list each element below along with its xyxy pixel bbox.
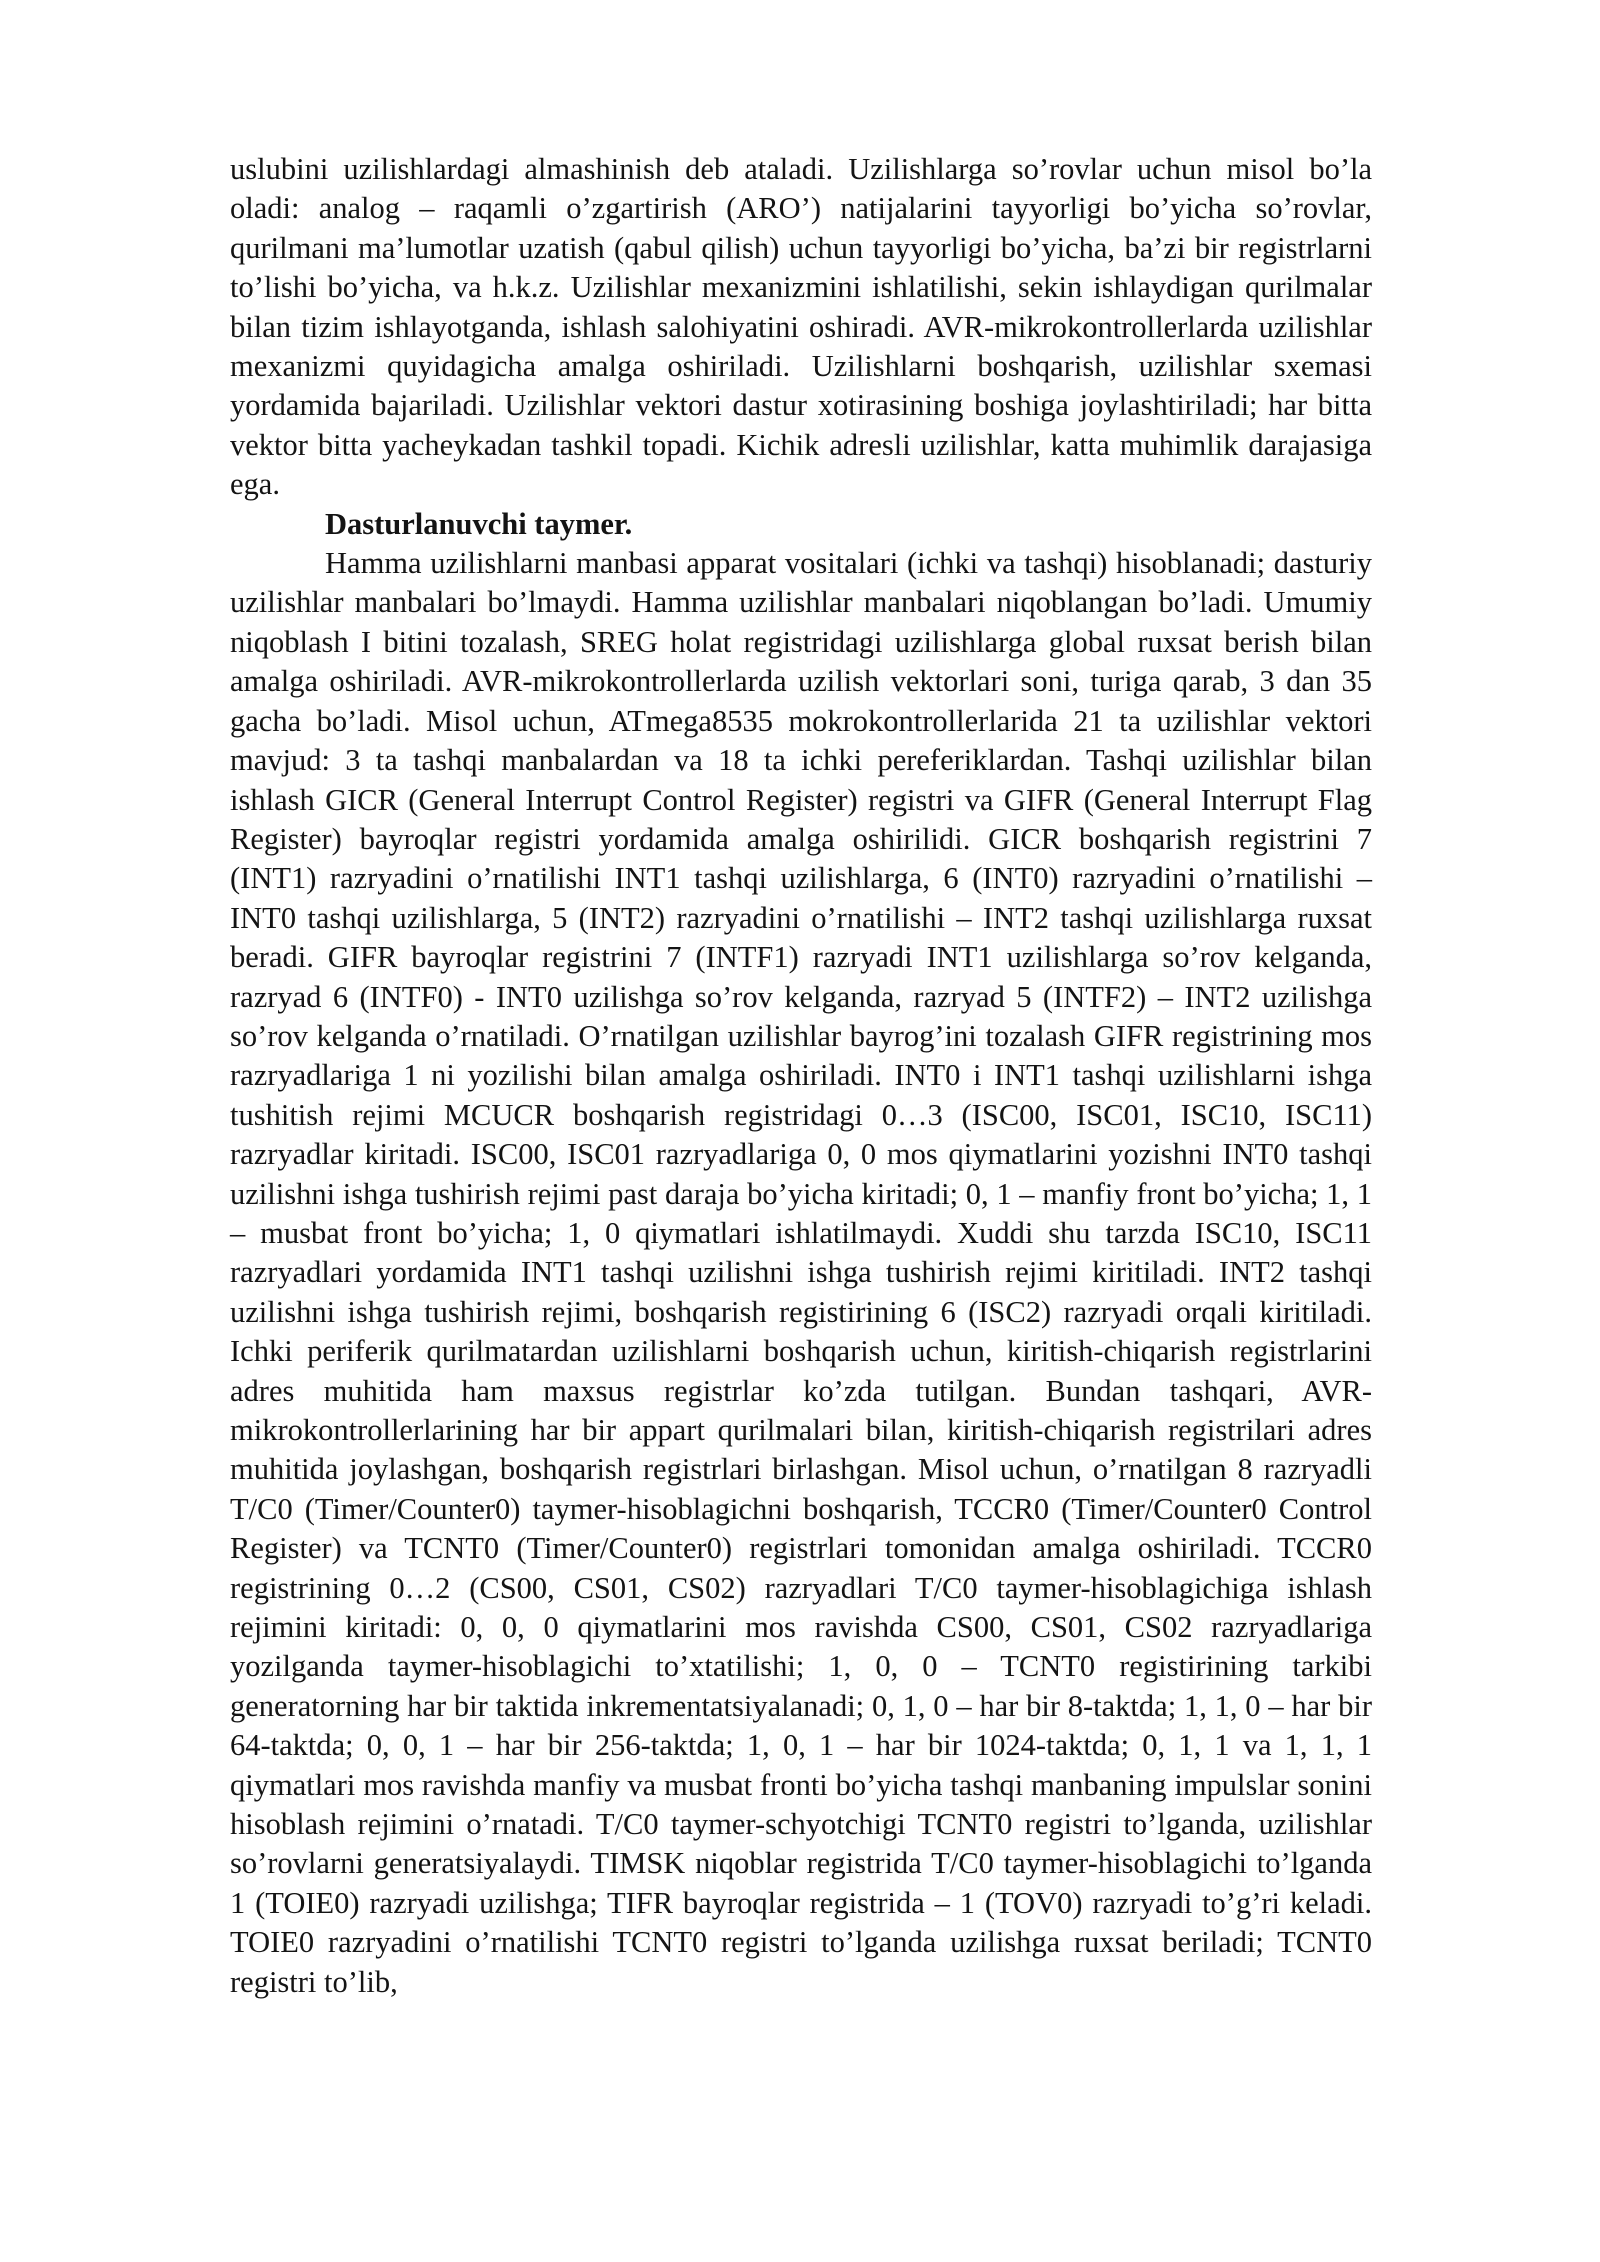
section-heading: Dasturlanuvchi taymer. [325,506,633,541]
document-page [230,150,1372,2002]
paragraph-interrupt-sources: Hamma uzilishlarni manbasi apparat vositalari (ichki va tashqi) hisoblanadi; dasturiy uzilishlar manbalari bo’lmaydi. Hamma uzilishlar manbalari niqoblangan bo’ladi. Umumiy niqoblash I bitini tozalash, SREG holat registridagi uzilishlarga global ruxsat berish bilan amalga oshiriladi. AVR-mikrokontrollerlarda uzilish vektorlari soni, turiga qarab, 3 dan 35 gacha bo’ladi. Misol uchun, ATmega8535 mokrokontrollerlarida 21 ta uzilishlar vektori mavjud: 3 ta tashqi manbalardan va 18 ta ichki pereferiklardan. Tashqi uzilishlar bilan ishlash GICR (General Interrupt Control Register) registri va GIFR (General Interrupt Flag Register) bayroqlar registri yordamida amalga oshirilidi. GICR boshqarish registrini 7 (INT1) razryadini o’rnatilishi INT1 tashqi uzilishlarga, 6 (INT0) razryadini o’rnatilishi – INT0 tashqi uzilishlarga, 5 (INT2) razryadini o’rnatilishi – INT2 tashqi uzilishlarga ruxsat beradi. GIFR bayroqlar registrini 7 (INTF1) razryadi INT1 uzilishlarga so’rov kelganda, razryad 6 (INTF0) - INT0 uzilishga so’rov kelganda, razryad 5 (INTF2) – INT2 uzilishga so’rov kelganda o’rnatiladi. O’rnatilgan uzilishlar bayrog’ini tozalash GIFR registrining mos razryadlariga 1 ni yozilishi bilan amalga oshiriladi. INT0 i INT1 tashqi uzilishlarni ishga tushitish rejimi MCUCR boshqarish registridagi 0…3 (ISC00, ISC01, ISC10, ISC11) razryadlar kiritadi. ISC00, ISC01 razryadlariga 0, 0 mos qiymatlarini yozishni INT0 tashqi uzilishni ishga tushirish rejimi past daraja bo’yicha kiritadi; 0, 1 – manfiy front bo’yicha; 1, 1 – musbat front bo’yicha; 1, 0 qiymatlari ishlatilmaydi. Xuddi shu tarzda ISC10, ISC11 razryadlari yordamida INT1 tashqi uzilishni ishga tushirish rejimi kiritiladi. INT2 tashqi uzilishni ishga tushirish rejimi, boshqarish registirining 6 (ISC2) razryadi orqali kiritiladi. Ichki periferik qurilmatardan uzilishlarni boshqarish uchun, kiritish-chiqarish registrlarini adres muhitida ham maxsus registrlar ko’zda tutilgan. Bundan tashqari, AVR-mikrokontrollerlarining har bir appart qurilmalari bilan, kiritish-chiqarish registrilari adres muhitida joylashgan, boshqarish registrlari birlashgan. Misol uchun, o’rnatilgan 8 razryadli T/C0 (Timer/Counter0) taymer-hisoblagichni boshqarish, TCCR0 (Timer/Counter0 Control Register) va TCNT0 (Timer/Counter0) registrlari tomonidan amalga oshiriladi. TCCR0 registrining 0…2 (CS00, CS01, CS02) razryadlari T/C0 taymer-hisoblagichiga ishlash rejimini kiritadi: 0, 0, 0 qiymatlarini mos ravishda CS00, CS01, CS02 razryadlariga yozilganda taymer-hisoblagichi to’xtatilishi; 1, 0, 0 – TCNT0 registirining tarkibi generatorning har bir taktida inkrementatsiyalanadi; 0, 1, 0 – har bir 8-taktda; 1, 1, 0 – har bir 64-taktda; 0, 0, 1 – har bir 256-taktda; 1, 0, 1 – har bir 1024-taktda; 0, 1, 1 va 1, 1, 1 qiymatlari mos ravishda manfiy va musbat fronti bo’yicha tashqi manbaning impulslar sonini hisoblash rejimini o’rnatadi. T/C0 taymer-schyotchigi TCNT0 registri to’lganda, uzilishlar so’rovlarni generatsiyalaydi. TIMSK niqoblar registrida T/C0 taymer-hisoblagichi to’lganda 1 (TOIE0) razryadi uzilishga; TIFR bayroqlar registrida – 1 (TOV0) razryadi to’g’ri keladi. TOIE0 razryadini o’rnatilishi TCNT0 registri to’lganda uzilishga ruxsat beriladi; TCNT0 registri to’lib, [230,546,1372,1999]
paragraph-interrupt-intro: uslubini uzilishlardagi almashinish deb ataladi. Uzilishlarga so’rovlar uchun misol bo’la oladi: analog – raqamli o’zgartirish (ARO’) natijalarini tayyorligi bo’yicha so’rovlar, qurilmani ma’lumotlar uzatish (qabul qilish) uchun tayyorligi bo’yicha, ba’zi bir registrlarni to’lishi bo’yicha, va h.k.z. Uzilishlar mexanizmini ishlatilishi, sekin ishlaydigan qurilmalar bilan tizim ishlayotganda, ishlash salohiyatini oshiradi. AVR-mikrokontrollerlarda uzilishlar mexanizmi quyidagicha amalga oshiriladi. Uzilishlarni boshqarish, uzilishlar sxemasi yordamida bajariladi. Uzilishlar vektori dastur xotirasining boshiga joylashtiriladi; har bitta vektor bitta yacheykadan tashkil topadi. Kichik adresli uzilishlar, katta muhimlik darajasiga ega. [230,152,1372,502]
